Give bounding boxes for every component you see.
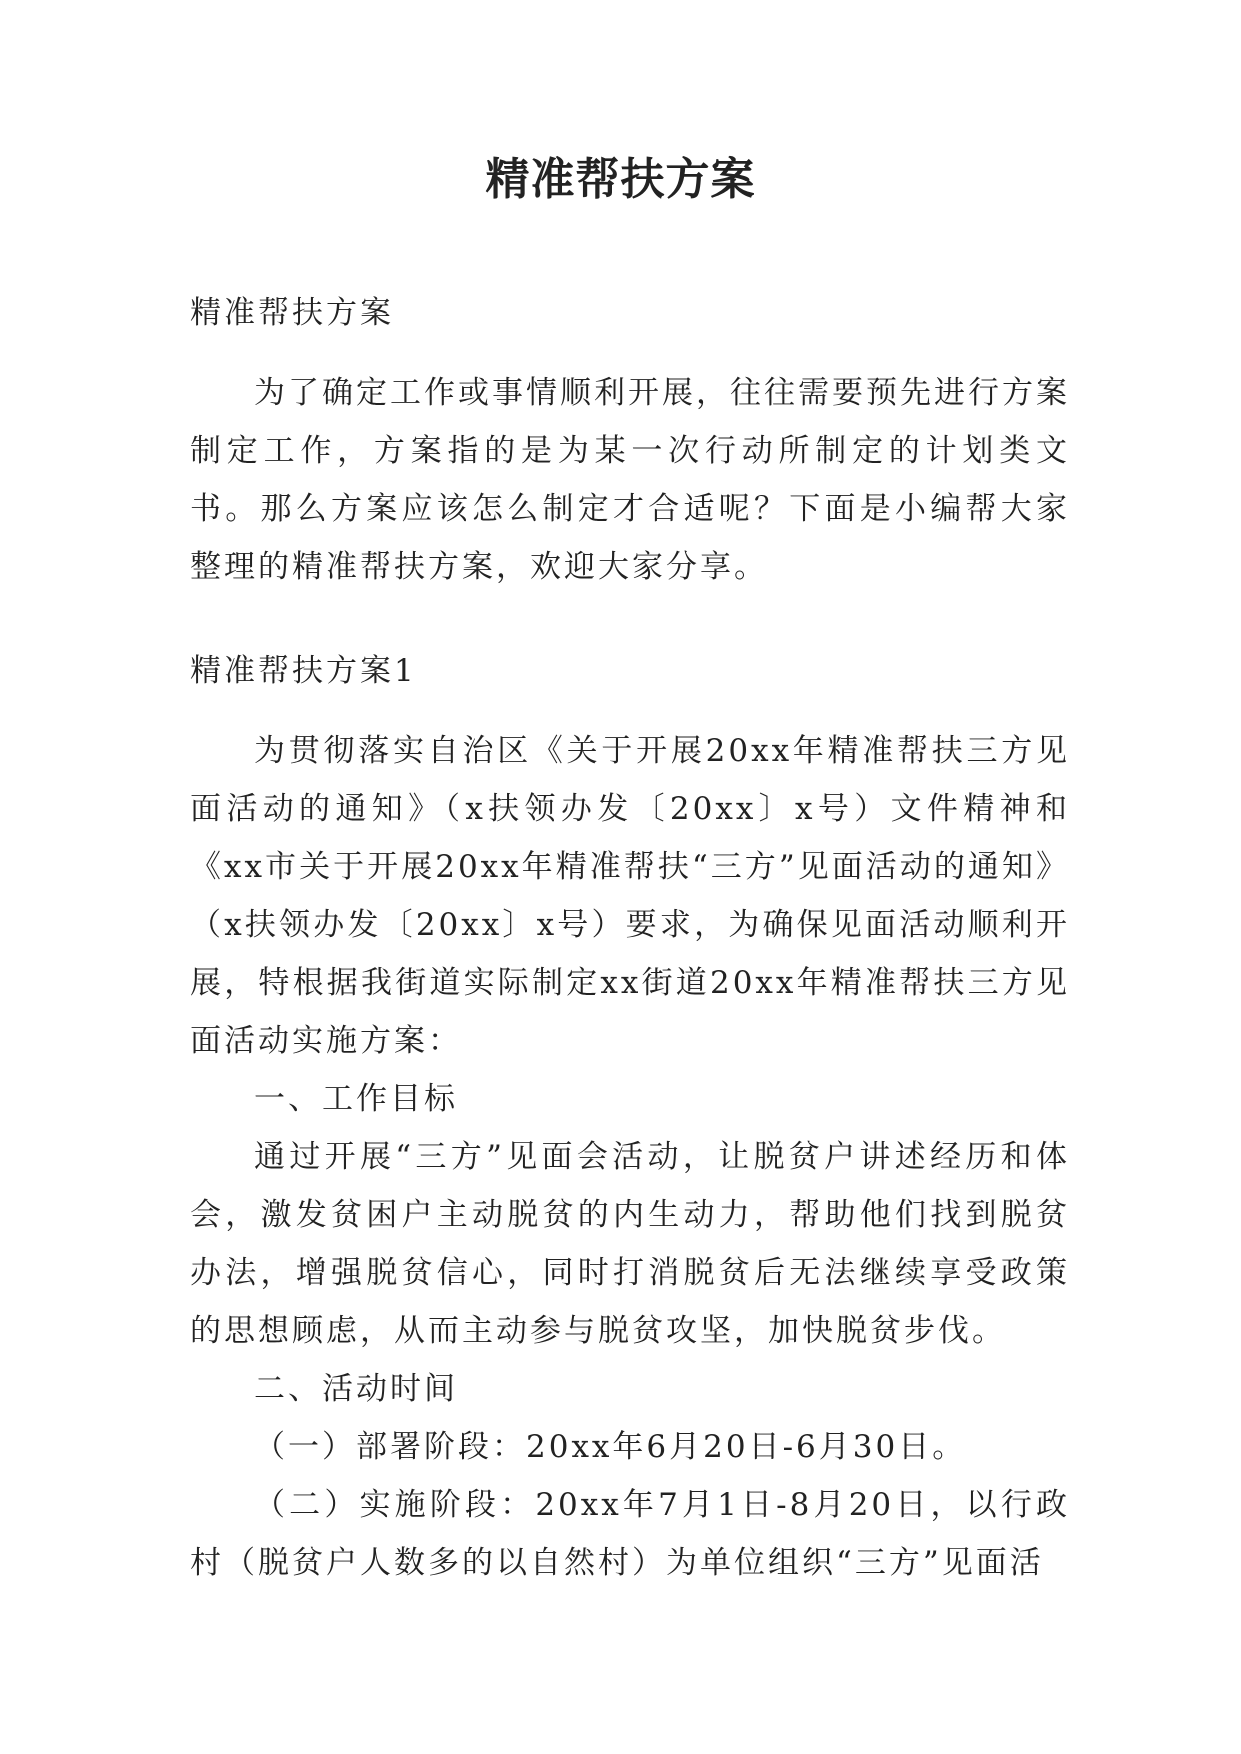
heading-activity-time: 二、活动时间 bbox=[254, 1371, 458, 1407]
document-title: 精准帮扶方案 bbox=[485, 154, 756, 205]
spacer bbox=[190, 596, 1070, 642]
section-title: 精准帮扶方案1 bbox=[190, 653, 417, 689]
goal-paragraph: 通过开展“三方”见面会活动，让脱贫户讲述经历和体会，激发贫困户主动脱贫的内生动力，帮助他们找到脱贫办法，增强脱贫信心，同时打消脱贫后无法继续享受政策的思想顾虑，从而主动参与脱贫攻坚，加快脱贫步伐。 bbox=[190, 1139, 1070, 1349]
heading-work-goal: 一、工作目标 bbox=[254, 1081, 458, 1117]
spacer bbox=[190, 700, 1070, 722]
phase-implementation: （二）实施阶段：20xx年7月1日-8月20日，以行政村（脱贫户人数多的以自然村）为单位组织“三方”见面活 bbox=[190, 1487, 1070, 1581]
document-body bbox=[190, 284, 1070, 1592]
section-intro-paragraph: 为贯彻落实自治区《关于开展20xx年精准帮扶三方见面活动的通知》（x扶领办发〔20xx〕x号）文件精神和《xx市关于开展20xx年精准帮扶“三方”见面活动的通知》（x扶领办发〔20xx〕x号）要求，为确保见面活动顺利开展，特根据我街道实际制定xx街道20xx年精准帮扶三方见面活动实施方案： bbox=[190, 733, 1070, 1059]
document-subtitle: 精准帮扶方案 bbox=[190, 295, 394, 331]
intro-paragraph: 为了确定工作或事情顺利开展，往往需要预先进行方案制定工作，方案指的是为某一次行动所制定的计划类文书。那么方案应该怎么制定才合适呢？下面是小编帮大家整理的精准帮扶方案，欢迎大家分享。 bbox=[190, 375, 1070, 585]
spacer bbox=[190, 342, 1070, 364]
phase-deployment: （一）部署阶段：20xx年6月20日-6月30日。 bbox=[254, 1429, 967, 1465]
